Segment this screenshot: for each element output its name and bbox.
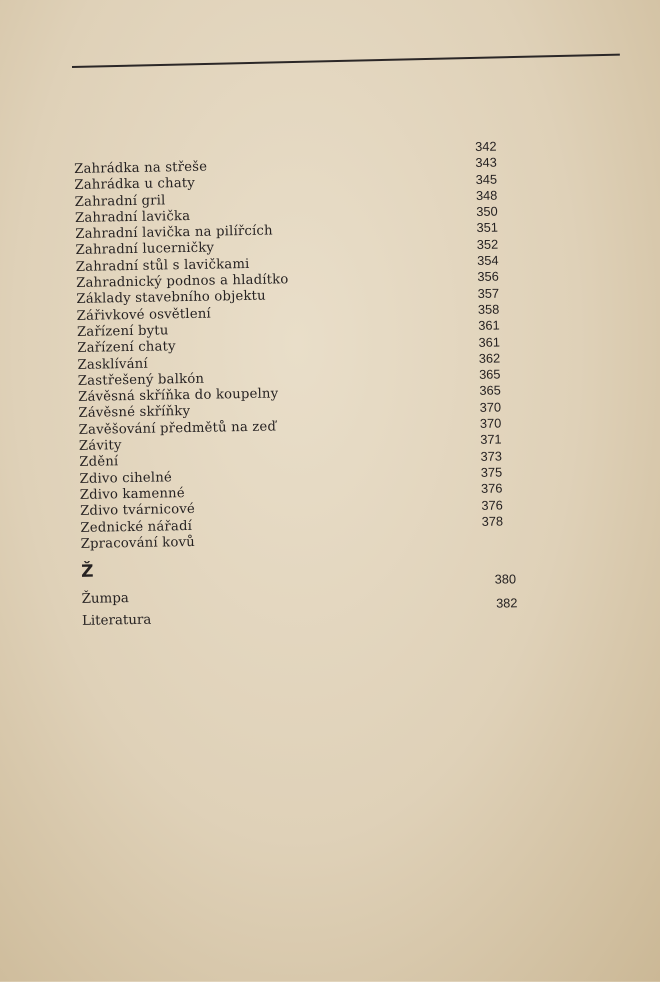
- entry-page-literatura: 382: [495, 595, 518, 611]
- section-letter: Ž: [81, 561, 94, 582]
- entry-page: 378: [481, 513, 504, 529]
- entry-page: 376: [481, 497, 503, 513]
- entry-page: 352: [476, 236, 499, 252]
- entry-name: Zednické nářadí: [80, 518, 193, 536]
- entry-page: 361: [478, 334, 501, 350]
- entry-names-column: [74, 158, 293, 553]
- entry-name: Zahradní lavička: [74, 208, 191, 226]
- entry-page: 370: [479, 399, 502, 415]
- entry-name: Zařízení bytu: [76, 323, 169, 340]
- entry-name: Zdění: [79, 454, 119, 471]
- entry-name: Zahrádka u chaty: [74, 176, 196, 194]
- entry-page-zumpa: 380: [494, 571, 517, 587]
- entry-name: Zasklívání: [77, 356, 148, 373]
- entry-page: 343: [475, 154, 497, 171]
- entry-name: Zdivo cihelné: [79, 469, 173, 487]
- entry-name: Zahradnický podnos a hladítko: [76, 272, 289, 292]
- entry-pages-column: [466, 138, 513, 530]
- entry-name: Zahradní stůl s lavičkami: [75, 256, 250, 275]
- entry-page: 370: [479, 415, 502, 431]
- entry-page: 365: [479, 383, 501, 399]
- entry-name: Zářivkové osvětlení: [76, 306, 212, 324]
- entry-page: 354: [476, 252, 499, 269]
- entry-page: 371: [480, 431, 502, 448]
- entry-name: Zahrádka na střeše: [74, 159, 208, 177]
- entry-page: 375: [480, 464, 503, 480]
- entry-name: Základy stavebního objektu: [76, 289, 266, 308]
- entry-name: Zpracování kovů: [80, 534, 196, 552]
- entry-page: 348: [475, 187, 498, 203]
- entry-page: 342: [475, 138, 497, 154]
- entry-page: 345: [475, 171, 498, 187]
- entry-page: 376: [480, 480, 503, 497]
- entry-name: Zahradní lavička na pilířcích: [75, 223, 273, 243]
- entry-name: Závěsná skříňka do koupelny: [78, 386, 279, 406]
- entry-name: Zdivo kamenné: [79, 486, 185, 503]
- entry-page: 365: [478, 366, 501, 383]
- entry-name: Zařízení chaty: [77, 339, 176, 357]
- entry-name-zumpa: Žumpa: [81, 591, 129, 607]
- entry-page: 362: [478, 350, 501, 366]
- entry-name: Závity: [78, 438, 122, 454]
- entry-page: 357: [477, 285, 500, 301]
- entry-name: Zahradní lucerničky: [75, 241, 215, 259]
- entry-page: 356: [477, 268, 499, 285]
- entry-name: Závěsné skříňky: [78, 404, 191, 422]
- entry-page: 351: [476, 220, 499, 236]
- entry-page: 350: [476, 203, 498, 220]
- entry-page: 358: [477, 301, 500, 317]
- entry-page: 373: [480, 448, 503, 464]
- entry-name: Zahradní gril: [74, 192, 166, 210]
- entry-name: Zavěšování předmětů na zeď: [78, 419, 277, 438]
- entry-name: Zdivo tvárnicové: [80, 502, 196, 520]
- entry-name-literatura: Literatura: [81, 612, 152, 629]
- entry-page: 361: [478, 317, 500, 334]
- entry-name: Zastřešený balkón: [77, 371, 205, 389]
